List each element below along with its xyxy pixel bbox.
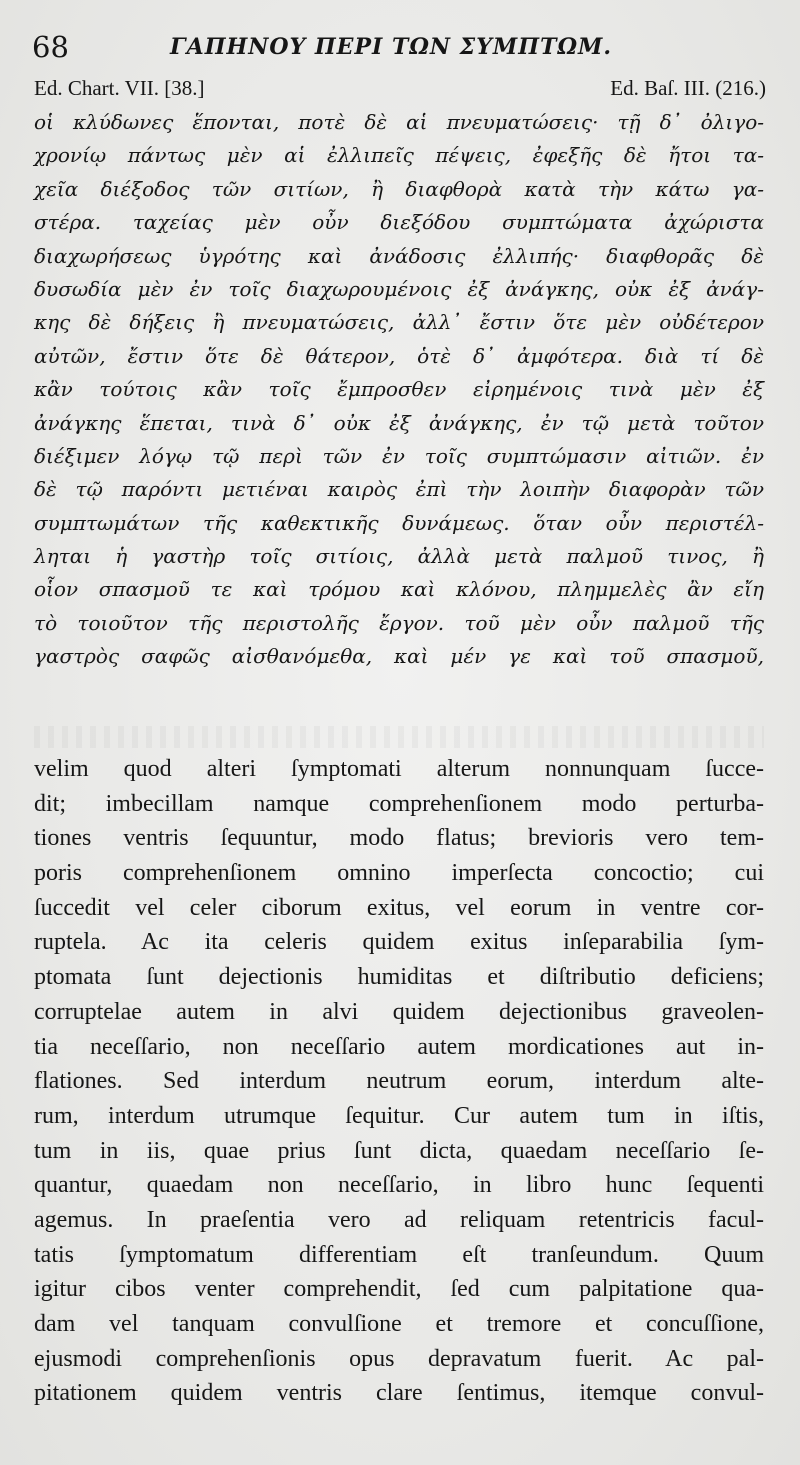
- greek-line: αὐτῶν, ἔστιν ὅτε δὲ θάτερον, ὁτὲ δ᾽ ἀμφότερα. διὰ τί δὲ: [34, 343, 764, 368]
- greek-line: στέρα. ταχείας μὲν οὖν διεξόδου συμπτώματα ἀχώριστα: [34, 210, 764, 235]
- edition-reference-line: [34, 76, 766, 104]
- page-number: 68: [32, 30, 69, 64]
- latin-line: igitur cibos venter comprehendit, ſed cum palpitatione qua-: [34, 1276, 764, 1303]
- latin-line: tia neceſſario, non neceſſario autem mordicationes aut in-: [34, 1033, 764, 1060]
- running-head: [30, 30, 770, 64]
- latin-line: flationes. Sed interdum neutrum eorum, interdum alte-: [34, 1068, 764, 1095]
- latin-line: tiones ventris ſequuntur, modo flatus; brevioris vero tem-: [34, 825, 764, 852]
- running-title: ΓΑΠΗΝΟΥ ΠΕΡΙ ΤΩΝ ΣΥΜΠΤΩΜ.: [170, 34, 613, 60]
- latin-line: ruptela. Ac ita celeris quidem exitus inſeparabilia ſym-: [34, 929, 764, 956]
- edition-reference-basel: Ed. Baſ. III. (216.): [610, 76, 766, 100]
- latin-line: poris comprehenſionem omnino imperſecta concoctio; cui: [34, 860, 764, 887]
- latin-line: dit; imbecillam namque comprehenſionem modo perturba-: [34, 790, 764, 817]
- greek-line: οἱ κλύδωνες ἕπονται, ποτὲ δὲ αἱ πνευματώσεις· τῇ δ᾽ ὀλιγο-: [34, 110, 764, 134]
- greek-line: οἷον σπασμοῦ τε καὶ τρόμου καὶ κλόνου, πλημμελὲς ἂν εἴη: [34, 577, 764, 602]
- greek-line: ληται ἡ γαστὴρ τοῖς σιτίοις, ἀλλὰ μετὰ παλμοῦ τινος, ἢ: [34, 544, 764, 569]
- greek-line: χεῖα διέξοδος τῶν σιτίων, ἢ διαφθορὰ κατὰ τὴν κάτω γα-: [34, 176, 764, 201]
- latin-line: pitationem quidem ventris clare ſentimus, itemque convul-: [34, 1380, 764, 1407]
- show-through-text: [34, 726, 764, 748]
- greek-line: γαστρὸς σαφῶς αἰσθανόμεθα, καὶ μέν γε καὶ τοῦ σπασμοῦ,: [34, 644, 764, 669]
- latin-line: dam vel tanquam convulſione et tremore et concuſſione,: [34, 1311, 764, 1337]
- greek-line: χρονίῳ πάντως μὲν αἱ ἐλλιπεῖς πέψεις, ἐφεξῆς δὲ ἤτοι τα-: [34, 143, 764, 168]
- greek-line: δυσωδία μὲν ἐν τοῖς διαχωρουμένοις ἐξ ἀνάγκης, οὐκ ἐξ ἀνάγ-: [34, 276, 764, 301]
- latin-line: quantur, quaedam non neceſſario, in libro hunc ſequenti: [34, 1172, 764, 1199]
- greek-line: κης δὲ δήξεις ἢ πνευματώσεις, ἀλλ᾽ ἔστιν ὅτε μὲν οὐδέτερον: [34, 310, 764, 335]
- greek-line: διαχωρήσεως ὑγρότης καὶ ἀνάδοσις ἐλλιπής· διαφθορᾶς δὲ: [34, 243, 764, 268]
- latin-line: agemus. In praeſentia vero ad reliquam retentricis facul-: [34, 1206, 764, 1233]
- latin-line: ptomata ſunt dejectionis humiditas et diſtributio deficiens;: [34, 964, 764, 991]
- edition-reference-chartier: Ed. Chart. VII. [38.]: [34, 76, 205, 100]
- latin-line: tum in iis, quae prius ſunt dicta, quaedam neceſſario ſe-: [34, 1137, 764, 1164]
- greek-line: δὲ τῷ παρόντι μετιέναι καιρὸς ἐπὶ τὴν λοιπὴν διαφορὰν τῶν: [34, 477, 764, 502]
- greek-line: κἂν τούτοις κἂν τοῖς ἔμπροσθεν εἰρημένοις τινὰ μὲν ἐξ: [34, 377, 764, 402]
- latin-line: rum, interdum utrumque ſequitur. Cur autem tum in iſtis,: [34, 1102, 764, 1129]
- latin-line: ejusmodi comprehenſionis opus depravatum fuerit. Ac pal-: [34, 1345, 764, 1372]
- greek-text-block: [34, 106, 764, 674]
- latin-line: corruptelae autem in alvi quidem dejectionibus graveolen-: [34, 998, 764, 1025]
- greek-line: διέξιμεν λόγῳ τῷ περὶ τῶν ἐν τοῖς συμπτώμασιν αἰτιῶν. ἐν: [34, 443, 764, 468]
- latin-line: ſuccedit vel celer ciborum exitus, vel eorum in ventre cor-: [34, 894, 764, 921]
- latin-text-block: [34, 752, 764, 1411]
- latin-line: velim quod alteri ſymptomati alterum nonnunquam ſucce-: [34, 756, 764, 782]
- latin-line: tatis ſymptomatum differentiam eſt tranſeundum. Quum: [34, 1241, 764, 1268]
- greek-line: τὸ τοιοῦτον τῆς περιστολῆς ἔργον. τοῦ μὲν οὖν παλμοῦ τῆς: [34, 610, 764, 635]
- greek-line: συμπτωμάτων τῆς καθεκτικῆς δυνάμεως. ὅταν οὖν περιστέλ-: [34, 510, 764, 535]
- greek-line: ἀνάγκης ἕπεται, τινὰ δ᾽ οὐκ ἐξ ἀνάγκης, ἐν τῷ μετὰ τοῦτον: [34, 410, 764, 435]
